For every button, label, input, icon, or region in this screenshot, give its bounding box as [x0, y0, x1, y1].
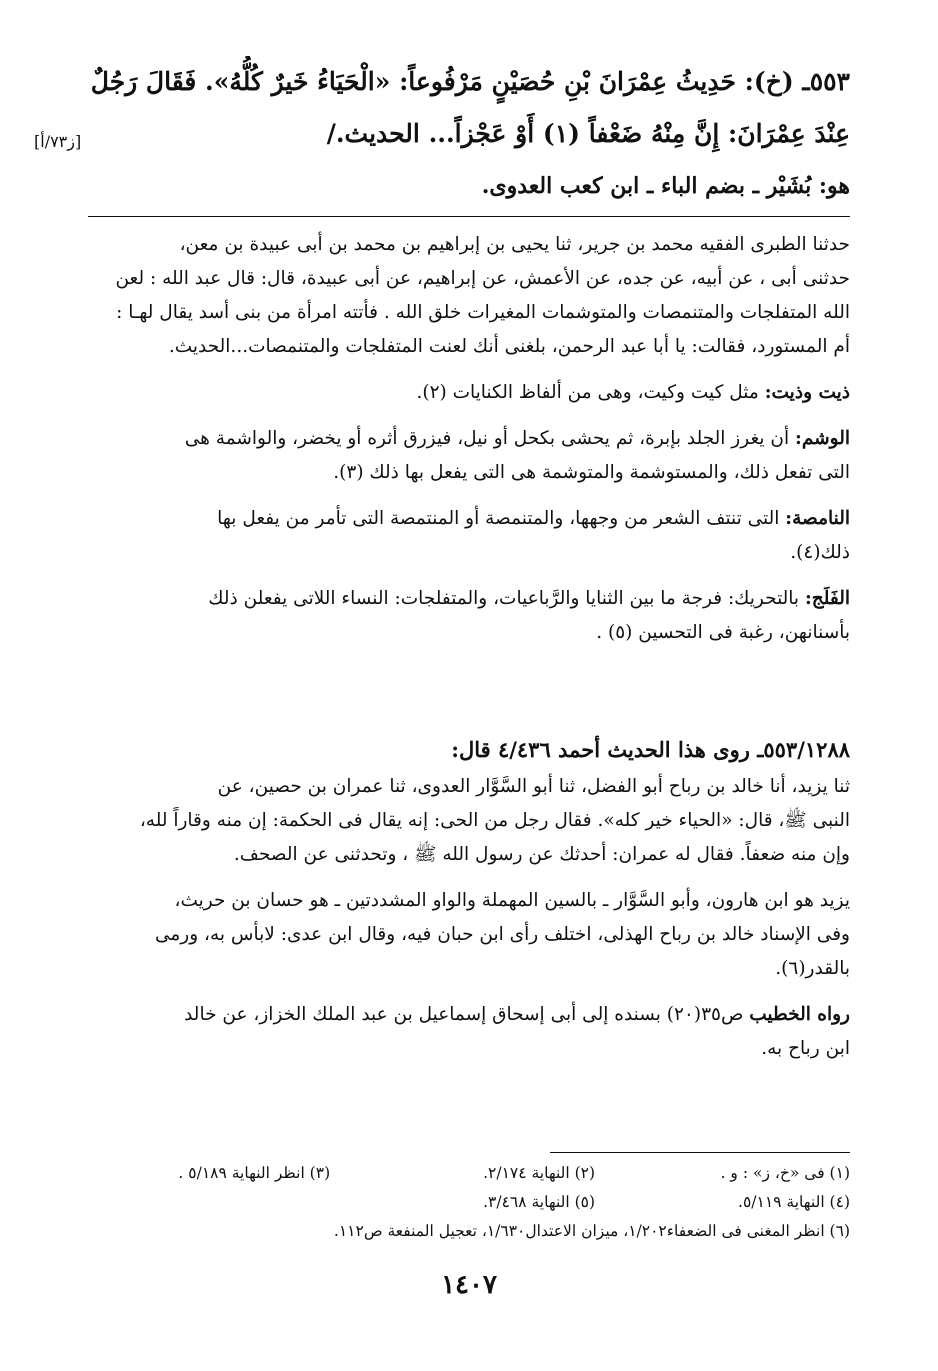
gloss-falaj [88, 582, 850, 650]
gloss-term: الوشم: [795, 428, 850, 449]
takhrij-paragraph-2 [88, 884, 850, 986]
hadith-line-3: هو: بُشَيْر ـ بضم الباء ـ ابن كعب العدوى. [481, 173, 850, 199]
gloss-dhayt [88, 376, 850, 410]
takhrij-line: يزيد هو ابن هارون، وأبو السَّوَّار ـ بالسين المهملة والواو المشددتين ـ هو حسان بن حريث، [174, 890, 850, 911]
gloss-text: التى تنتف الشعر من وجهها، والمتنمصة أو المنتمصة التى تأمر من يفعل بها [217, 508, 786, 529]
gloss-text: التى تفعل ذلك، والمستوشمة والمتوشمة هى التى يفعل بها ذلك (٣). [333, 462, 850, 483]
takhrij-line: ثنا يزيد، أنا خالد بن رباح أبو الفضل، ثنا أبو السَّوَّار العدوى، ثنا عمران بن حصين، عن [217, 776, 850, 797]
footnote-2: (٢) النهاية ٢/١٧٤. [483, 1164, 596, 1182]
commentary-line: حدثنى أبى ، عن أبيه، عن جده، عن الأعمش، عن إبراهيم، عن أبى عبيدة، قال: قال عبد الله : لعن [115, 268, 850, 289]
footnote-6: (٦) انظر المغنى فى الضعفاء١/٢٠٢، ميزان الاعتدال١/٦٣٠، تعجيل المنفعة ص١١٢. [333, 1222, 850, 1240]
hadith-line-2: عِنْدَ عِمْرَانَ: إِنَّ مِنْهُ ضَعْفاً (١) أَوْ عَجْزاً... الحديث./ [326, 119, 850, 148]
section-divider [88, 216, 850, 217]
footnote-row-3 [88, 1218, 850, 1244]
gloss-text: بالتحريك: فرجة ما بين الثنايا والرَّباعيات، والمتفلجات: النساء اللاتى يفعلن ذلك [208, 588, 805, 609]
margin-manuscript-reference: [ز٧٣/أ] [34, 132, 82, 151]
takhrij-term: رواه الخطيب [749, 1004, 850, 1025]
takhrij-heading: ٥٥٣/١٢٨٨ـ روى هذا الحديث أحمد ٤/٤٣٦ قال: [451, 737, 850, 762]
takhrij-line: النبى ﷺ، قال: «الحياء خير كله». فقال رجل من الحى: إنه يقال فى الحكمة: إن منه وقاراً لله، [139, 810, 850, 831]
takhrij-line: ابن رباح به. [761, 1038, 850, 1059]
footnote-4: (٤) النهاية ٥/١١٩. [738, 1193, 850, 1211]
takhrij-paragraph-3 [88, 998, 850, 1066]
hadith-553-heading [88, 56, 850, 212]
gloss-text: ذلك(٤). [790, 542, 850, 563]
commentary-paragraph-1 [88, 228, 850, 364]
footnote-divider [550, 1152, 850, 1153]
footnote-3: (٣) انظر النهاية ٥/١٨٩ . [178, 1164, 331, 1182]
takhrij-line: ص٣٥(٢٠) بسنده إلى أبى إسحاق إسماعيل بن عبد الملك الخزاز، عن خالد [184, 1004, 750, 1025]
commentary-line: الله المتفلجات والمتنمصات والمتوشمات المغيرات خلق الله . فأتته امرأة من بنى أسد يقال لهـا : [116, 302, 850, 323]
commentary-section [88, 228, 850, 662]
takhrij-line: وإن منه ضعفاً. فقال له عمران: أحدثك عن رسول الله ﷺ ، وتحدثنى عن الصحف. [233, 844, 850, 865]
takhrij-paragraph-1 [88, 770, 850, 872]
gloss-text: أن يغرز الجلد بإبرة، ثم يحشى بكحل أو نيل، فيزرق أثره أو يخضر، والواشمة هى [184, 428, 796, 449]
commentary-line: أم المستورد، فقالت: يا أبا عبد الرحمن، بلغنى أنك لعنت المتفلجات والمتنمصات...الحديث. [168, 336, 850, 357]
takhrij-section [88, 730, 850, 1078]
footnote-row-2 [88, 1189, 850, 1215]
gloss-washm [88, 422, 850, 490]
gloss-term: النامصة: [785, 508, 850, 529]
gloss-text: مثل كيت وكيت، وهى من ألفاظ الكنايات (٢). [416, 382, 765, 403]
footnote-1: (١) فى «خ، ز» : و . [720, 1164, 850, 1182]
footnote-5: (٥) النهاية ٣/٤٦٨. [483, 1193, 596, 1211]
takhrij-line: وفى الإسناد خالد بن رباح الهذلى، اختلف رأى ابن حبان فيه، وقال ابن عدى: لابأس به، ورمى [154, 924, 850, 945]
gloss-term: ذيت وذيت: [764, 382, 850, 403]
commentary-line: حدثنا الطبرى الفقيه محمد بن جرير، ثنا يحيى بن إبراهيم بن محمد بن أبى عبيدة بن معن، [179, 234, 850, 255]
gloss-term: الفَلَج: [804, 588, 850, 609]
gloss-text: بأسنانهن، رغبة فى التحسين (٥) . [596, 622, 850, 643]
takhrij-line: بالقدر(٦). [775, 958, 850, 979]
hadith-line-1: ٥٥٣ـ (خ): حَدِيثُ عِمْرَانَ بْنِ حُصَيْنٍ مَرْفُوعاً: «الْحَيَاءُ خَيرٌ كُلُّهُ». فَقَالَ رَجُلٌ [90, 67, 850, 96]
page-number: ١٤٠٧ [441, 1270, 497, 1300]
footnote-row-1 [88, 1160, 850, 1186]
gloss-namisa [88, 502, 850, 570]
